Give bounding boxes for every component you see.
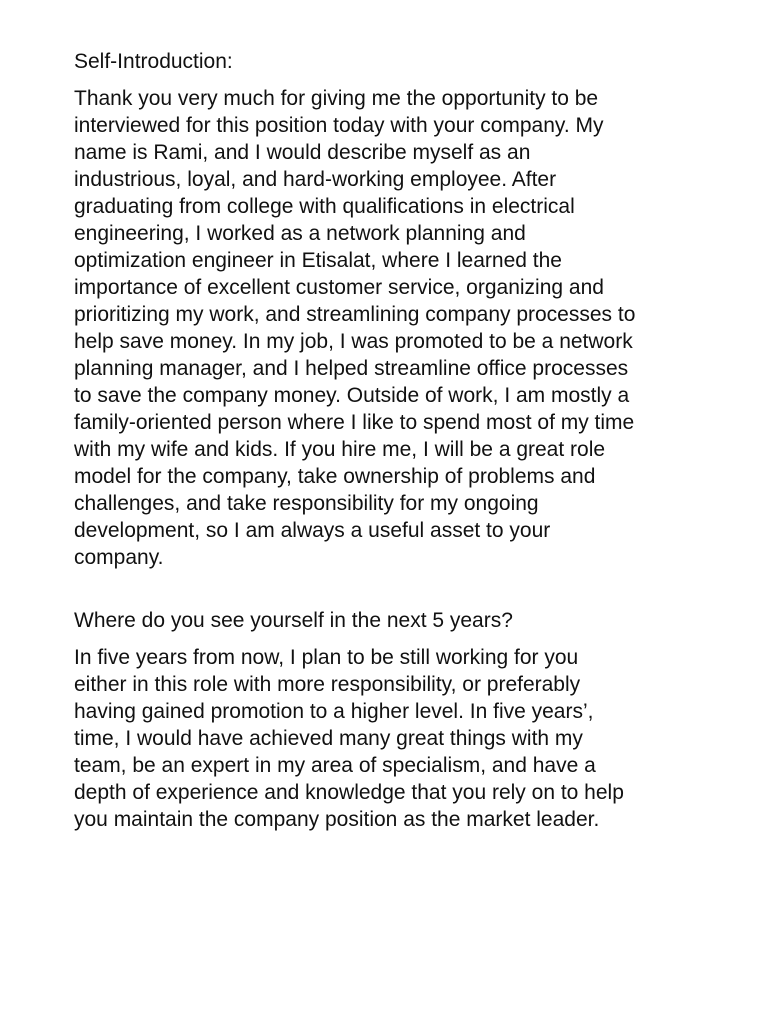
section-spacer — [74, 571, 714, 607]
text-line: company. — [74, 546, 164, 569]
text-line: you maintain the company position as the market leader. — [74, 808, 600, 831]
text-line: planning manager, and I helped streamline office processes — [74, 357, 629, 380]
text-line: development, so I am always a useful asset to your — [74, 519, 551, 542]
text-line: challenges, and take responsibility for my ongoing — [74, 492, 539, 515]
text-line: help save money. In my job, I was promoted to be a network — [74, 330, 633, 353]
section-five-years — [74, 607, 714, 833]
section-heading: Where do you see yourself in the next 5 years? — [74, 609, 513, 632]
section-paragraph — [74, 644, 714, 833]
text-line: importance of excellent customer service, organizing and — [74, 276, 604, 299]
text-line: industrious, loyal, and hard-working employee. After — [74, 168, 557, 191]
text-line: name is Rami, and I would describe myself as an — [74, 141, 531, 164]
text-line: time, I would have achieved many great things with my — [74, 727, 583, 750]
text-line: team, be an expert in my area of specialism, and have a — [74, 754, 596, 777]
document-page — [74, 48, 714, 833]
text-line: Thank you very much for giving me the opportunity to be — [74, 87, 599, 110]
text-line: having gained promotion to a higher level. In five years’, — [74, 700, 594, 723]
text-line: to save the company money. Outside of work, I am mostly a — [74, 384, 630, 407]
text-line: graduating from college with qualifications in electrical — [74, 195, 575, 218]
text-line: In five years from now, I plan to be still working for you — [74, 646, 579, 669]
text-line: optimization engineer in Etisalat, where I learned the — [74, 249, 562, 272]
section-heading: Self-Introduction: — [74, 50, 233, 73]
section-self-introduction — [74, 48, 714, 571]
text-line: engineering, I worked as a network planning and — [74, 222, 526, 245]
text-line: with my wife and kids. If you hire me, I will be a great role — [74, 438, 606, 461]
section-paragraph — [74, 85, 714, 571]
text-line: either in this role with more responsibility, or preferably — [74, 673, 581, 696]
text-line: interviewed for this position today with your company. My — [74, 114, 604, 137]
text-line: family-oriented person where I like to spend most of my time — [74, 411, 635, 434]
text-line: depth of experience and knowledge that you rely on to help — [74, 781, 624, 804]
text-line: prioritizing my work, and streamlining company processes to — [74, 303, 636, 326]
text-line: model for the company, take ownership of problems and — [74, 465, 596, 488]
